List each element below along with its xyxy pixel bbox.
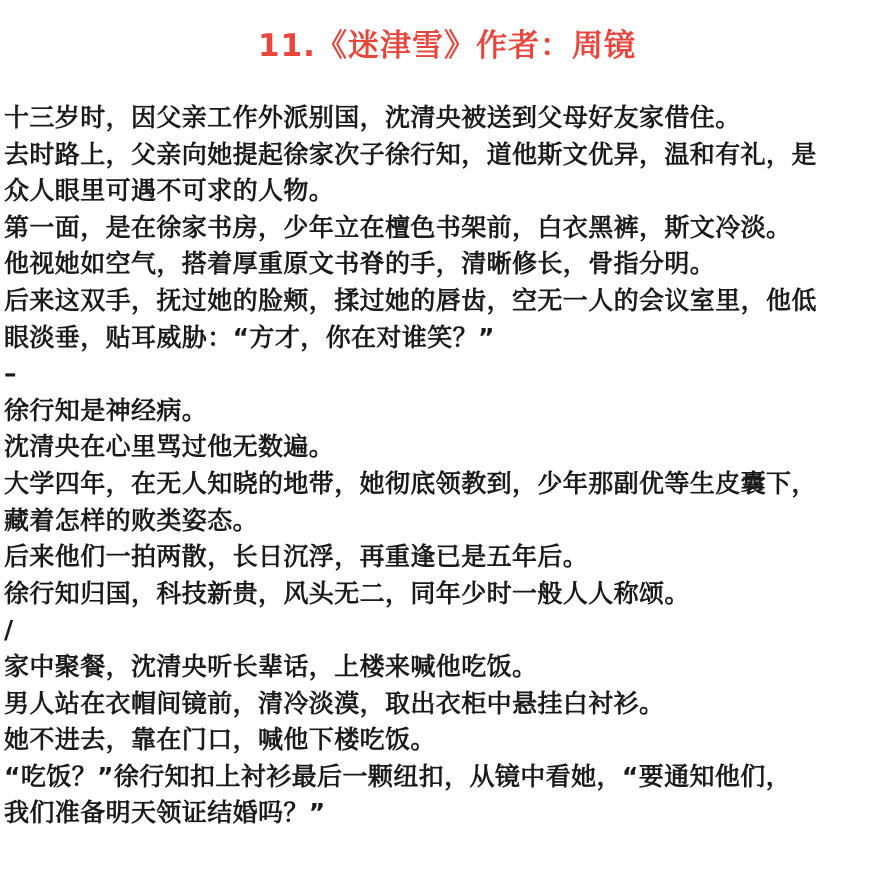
paragraph-line: 十三岁时，因父亲工作外派别国，沈清央被送到父母好友家借住。 [4,103,741,132]
paragraph-line: 男人站在衣帽间镜前，清冷淡漠，取出衣柜中悬挂白衬衫。 [4,688,665,718]
paragraph-line: 第一面，是在徐家书房，少年立在檀色书架前，白衣黑裤，斯文冷淡。 [4,212,792,242]
paragraph-line: 去时路上，父亲向她提起徐家次子徐行知，道他斯文优异，温和有礼，是 [4,139,817,169]
paragraph-line: 后来这双手，抚过她的脸颊，揉过她的唇齿，空无一人的会议室里，他低 [4,285,817,315]
paragraph-line: 眼淡垂，贴耳威胁：“方才，你在对谁笑？” [4,322,495,352]
paragraph-line: “吃饭？”徐行知扣上衬衫最后一颗纽扣，从镜中看她，“要通知他们， [4,761,792,791]
paragraph-line: 他视她如空气，搭着厚重原文书脊的手，清晰修长，骨指分明。 [4,249,716,279]
paragraph-line: 她不进去，靠在门口，喊他下楼吃饭。 [4,725,436,755]
paragraph-line: 大学四年，在无人知晓的地带，她彻底领教到，少年那副优等生皮囊下， [4,468,817,498]
paragraph-line: 我们准备明天领证结婚吗？” [4,798,326,828]
paragraph-line: 沈清央在心里骂过他无数遍。 [4,432,335,462]
paragraph-line: 徐行知归国，科技新贵，风头无二，同年少时一般人人称颂。 [4,578,690,608]
paragraph-line: 众人眼里可遇不可求的人物。 [4,176,335,206]
paragraph-line: 藏着怎样的败类姿态。 [4,505,259,535]
paragraph-line: 家中聚餐，沈清央听长辈话，上楼来喊他吃饭。 [4,651,538,681]
section-separator: – [4,359,17,389]
article-body [4,100,890,832]
page-title: 11.《迷津雪》作者：周镜 [258,28,636,64]
paragraph-line: 后来他们一拍两散，长日沉浮，再重逢已是五年后。 [4,542,589,572]
paragraph-line: 徐行知是神经病。 [4,395,208,425]
section-separator: / [4,615,14,645]
